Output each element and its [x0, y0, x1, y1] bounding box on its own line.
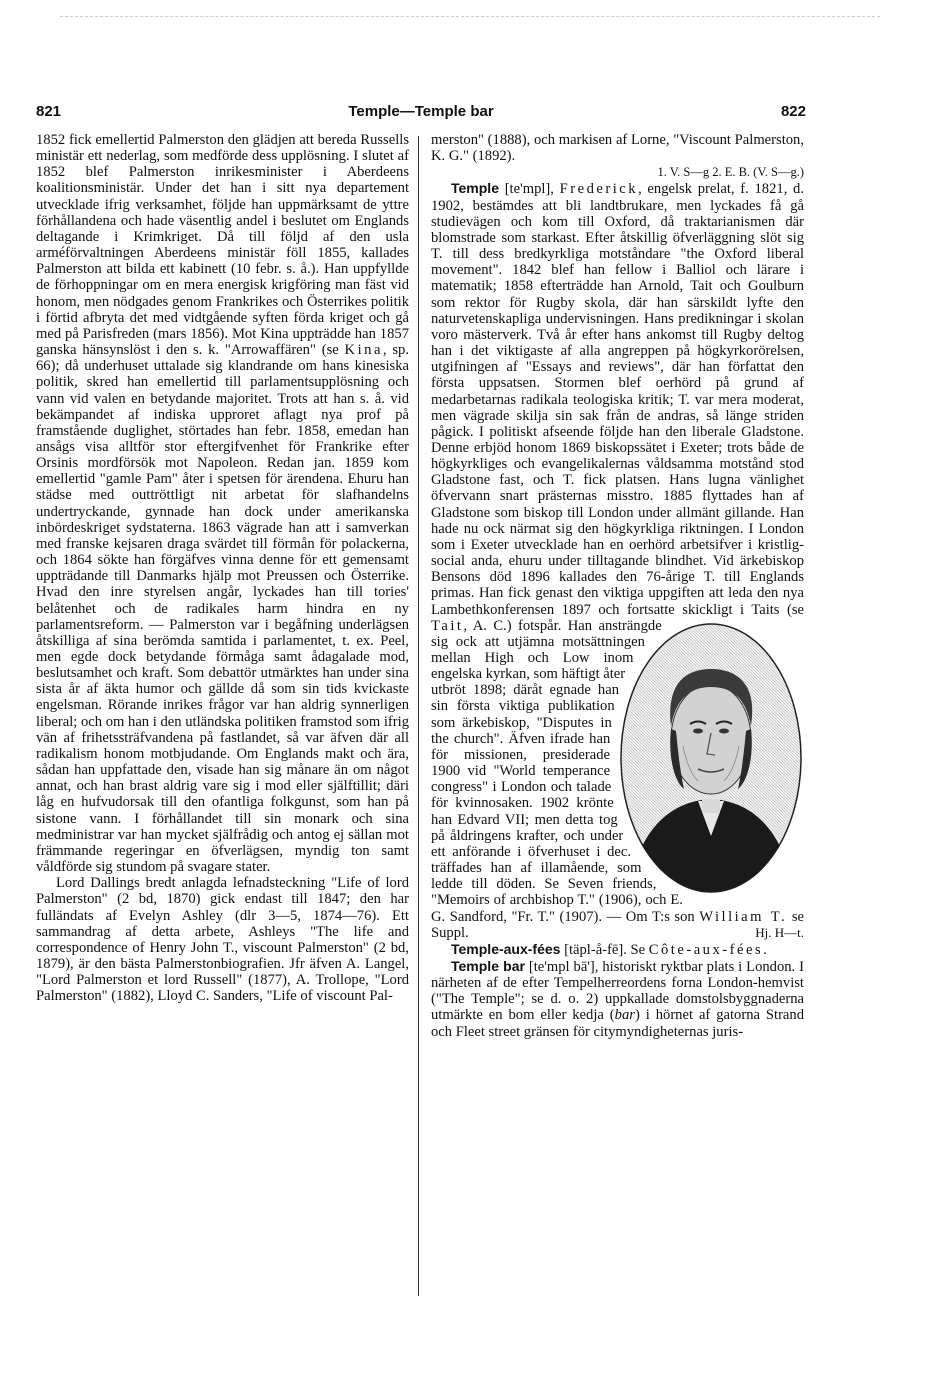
entry-headword: Temple-aux-fées: [451, 940, 561, 957]
author-signature-temple: Hj. H—t.: [755, 924, 804, 940]
william-crossref: William T.: [699, 908, 788, 925]
left-column: [36, 132, 409, 1004]
page-header: [36, 103, 806, 125]
author-signature-palmerston: 1. V. S—g 2. E. B. (V. S—g.): [657, 165, 804, 180]
cote-aux-fees-crossref: Côte-aux-fées: [648, 941, 764, 958]
palmerston-paragraph: 1852 fick emellertid Palmerston den glädjen att bereda Russells ministär ett nederlag, som medförde dess upplösning. I slutet af 1852 blef Palmerston inrikesminister i Aberdeens koalitionsministär. Under det han i sitt nya departement utvecklade ifrig verksamhet, följde han uppmärksamt de yttre förhållandena och hade väsentlig andel i beslutet om Englands deltagande i Krimkriget. Då till följd af den usla arméförvaltningen Aberdeens ministär föll 1855, kallades Palmerston att bilda ett kabinett (10 febr. s. å.). Han uppfyllde de förhoppningar om en mera energisk krigföring man fäst vid honom, men nödgades genom Frankrikes och Österrikes politik i förtid afbryta det med vidtgående syften förda kriget och gå med på Parisfreden (mars 1856). Mot Kina uppträdde han 1857 ganska hänsynslöst i den s. k. "Arrowaffären" (se Kina, sp. 66); då underhuset uttalade sig klandrande om hans kinesiska politik, skred han emellertid till parlamentsupplösning och vann vid valen en betydande majoritet. Trots att han s. å. vid bekämpandet af indiska upproret aflagt nya prof på framstående duglighet, störtades han febr. 1858, emedan han ansågs visa alltför stor eftergifvenhet för Frankrike efter Orsinis mordförsök mot Napoleon. Redan jan. 1859 kom emellertid "gamle Pam" åter i spetsen för ärendena. Ehuru han städse med outtröttligt nit arbetat för slafhandelns undertryckande, gynnade han dock under amerikanska inbördeskriget sydstaterna. 1863 vägrade han att i samverkan med franske kejsaren draga svärdet till förmån för polackerna, och 1864 sökte han förgäfves vinna denne för ett gemensamt uppträdande till Danmarks hjälp mot Preussen och Österrike. Hvad den inre styrelsen angår, lyckades han till tories' belåtenhet och de radikales harm hindra en ny parlamentsreform. — Palmerston var i begåfning underlägsen åtskilliga af sina berömda samtida i parlamentet, t. ex. Peel, men egde dock betydande förmåga samt ådagalade mod, beslutsamhet och kraft. Som debattör utmärktes han under sina sista år af äkta humor och gällde då som sin tids kvickaste engelsman. Rörande inrikes frågor var han aldrig synnerligen liberal; och om han i den utländska politiken framstod som ifrig vän af frihetssträfvandena på fastlandet, så var äfven där all radikalism honom motbjudande. Om Englands makt och ära, sådan han uppfattade den, visade han sig månare än om något annat, och han brast aldrig vare sig i mod eller själftillit; däri låg en hufvudorsak till den ofantliga folkgunst, som han på sistone vann. I förhållandet till sin monark och sina medministrar var han mycket själfrådig och antog ej sällan mot främmande regeringar en öfverlägsen, myndig ton samt våldförde sig stundom på svagare stater.: [36, 132, 409, 876]
palmerston-bibliography: Lord Dallings bredt anlagda lefnadsteckning "Life of lord Palmerston" (2 bd, 1870) gick endast till 1847; den har fulländats af Evelyn Ashley (dlr 3—5, 1874—76). Ett sammandrag af detta arbete, Ashleys "The life and correspondence of Henry John T., viscount Palmerston" (2 bd, 1879), är den bästa Palmerstonbiografien. Jfr äfven A. Langel, "Lord Palmerston et lord Russell" (1877), A. Trollope, "Lord Palmerston" (1882), Lloyd C. Sanders, "Life of viscount Pal-: [36, 875, 409, 1005]
entry-headword: Temple bar: [451, 957, 525, 974]
entry-temple-frederick: Temple [te'mpl], Frederick, engelsk prelat, f. 1821, d. 1902, bestämdes att bli landtbrukare, men lyckades få gå studievägen och kom till Oxford, då traktarianismen där blomstrade som starkast. Efter åtskillig öfverläggning slöt sig T. till dess bredkyrkliga motståndare "the Oxford liberal movement". 1842 blef han fellow i Balliol och lärare i matematik; 1858 efterträdde han Arnold, Tait och Goulburn som rektor för Rugby skola, där han särskildt lyfte den naturvetenskapliga undervisningen. Hans predikningar i skolan voro mästerverk. Två år efter hans ankomst till Rugby deltog han i det viktigaste af alla angreppen på högkyrkorörelsen, utgifningen af "Essays and reviews", där han författat den första uppsatsen. Stormen blef oerhörd på grund af medarbetarnas radikala teologiska kritik; T. var mera moderat, men vägrade skilja sin sak från de andras, så länge striden pågick. I politiskt afseende följde han den liberale Gladstone. Denne erbjöd honom 1869 biskopssätet i Exeter; trots både de högkyrkliges och evangelikalernas våldsamma motstånd stod Gladstone fast, och T. fick platsen. Hans lugna vänlighet öfvervann snart prästernas misstro. 1885 flyttades han af Gladstone som biskop till London under allmänt gillande. Han hade nu ock närmat sig den högkyrkliga riktningen. I London som i Exeter utvecklade han en oerhörd arbetsifver i kristlig-social anda, ehuru under tilltagande blindhet. Vid ärkebiskop Bensons död 1896 kallades den 76-årige T. till Englands primas. Han fick genast den viktiga uppgiften att leda den nya Lambethkonferensen 1897 och fortsatte skickligt i Taits (se Tait, A. C.) fotspår. Han ansträngde sig ock att utjämna motsättningen mellan High och Low inom engelska kyrkan, som häftigt åter utbröt 1898; däråt egnade han sin första viktiga publikation som ärkebiskop, "Disputes in the church". Äfven ifrade han för missionen, presiderade 1900 vid "World temperance congress" i London och talade för kvinnosaken. 1902 krönte han Edvard VII; men detta tog på åldringens krafter, och under ett anförande i öfverhuset i dec. träffades han af illamående, som ledde till döden. Se Seven friends, "Memoirs of archbishop T." (1906), och E. G. Sandford, "Fr. T." (1907). — Om T:s son William T. se Suppl. Hj. H—t.: [431, 180, 804, 941]
bishop-portrait-engraving-icon: [618, 621, 804, 895]
tait-crossref: Tait: [431, 617, 464, 634]
palmerston-bibliography-cont: merston" (1888), och markisen af Lorne, "Viscount Palmerston, K. G." (1892).: [431, 132, 804, 165]
top-scan-rule: [60, 16, 880, 17]
page-number-right: 822: [780, 103, 806, 120]
page-number-left: 821: [36, 103, 62, 120]
entry-temple-bar: Temple bar [te'mpl bā'], historiskt ryktbar plats i London. I närheten af de efter Tempelherreordens forna London-hemvist ("The Temple"; se d. o. 2) uppkallade domstolsbyggnaderna utmärkte en bom eller kedja (bar) i hörnet af gatorna Strand och Fleet street gränsen för citymyndigheternas juris-: [431, 957, 805, 1040]
right-column: [431, 132, 804, 1040]
column-divider: [418, 136, 419, 1296]
kina-crossref: Kina: [344, 342, 383, 359]
person-name: Frederick: [559, 181, 639, 198]
entry-headword: Temple: [451, 180, 499, 197]
entry-temple-aux-fees: Temple-aux-fées [täpl-å-fē]. Se Côte-aux-fées.: [451, 940, 767, 958]
running-title: Temple—Temple bar: [348, 103, 494, 120]
